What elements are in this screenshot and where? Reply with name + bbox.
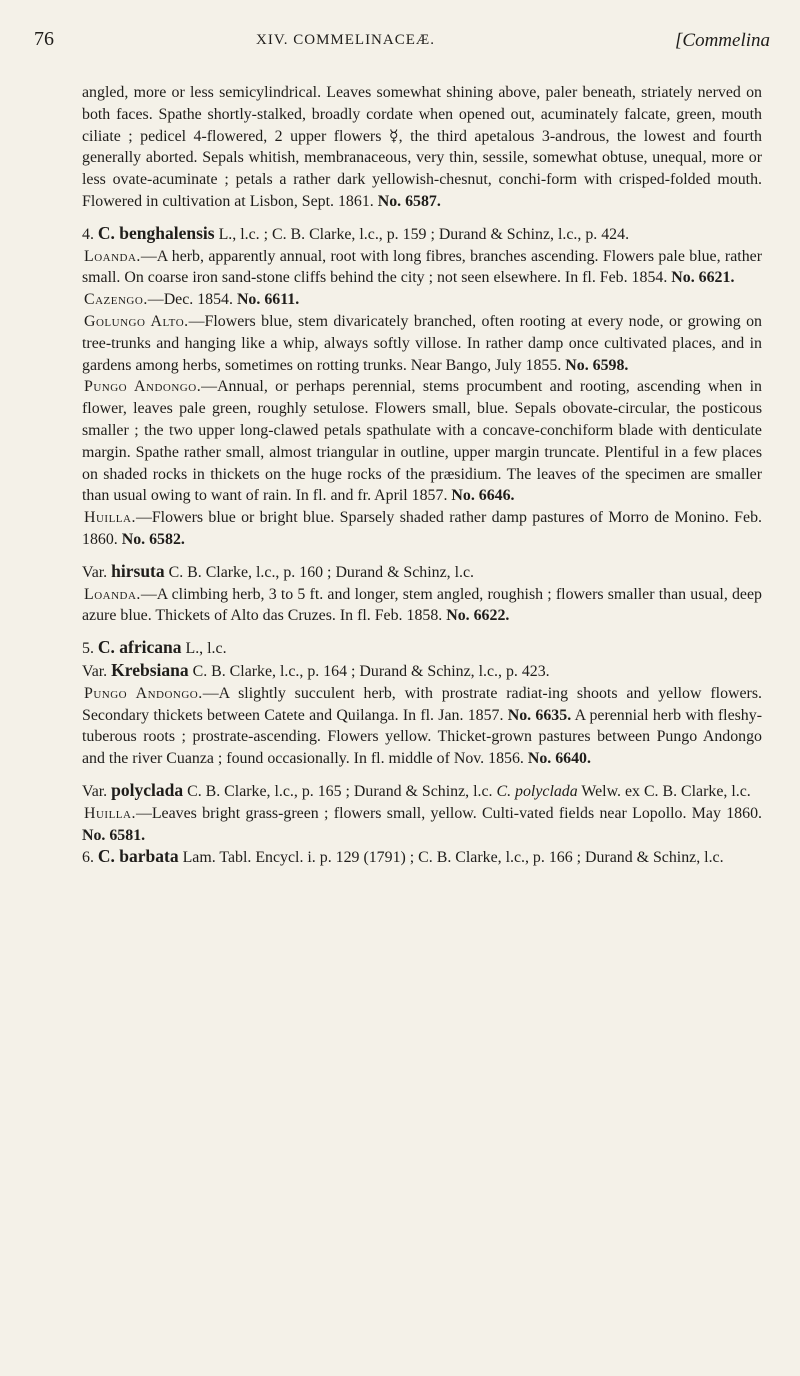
species-4-golungo: Golungo Alto.—Flowers blue, stem divaricately branched, often rooting at every node, or growing on tree-trunks and hanging like a whip, always softly villose. In rather damp once cultivated places, and in gardens among herbs, sometimes on rotting trunks. Near Bango, July 1855. No. 6598. (82, 312, 762, 374)
var-polyclada-huilla: Huilla.—Leaves bright grass-green ; flowers small, yellow. Culti-vated fields near Lopollo. May 1860. No. 6581. (82, 804, 762, 844)
species-6-heading: 6. C. barbata Lam. Tabl. Encycl. i. p. 129 (1791) ; C. B. Clarke, l.c., p. 166 ; Durand & Schinz, l.c. (82, 846, 724, 867)
running-head-genus: [Commelina (675, 30, 770, 51)
page-number: 76 (34, 28, 54, 50)
species-4-cazengo: Cazengo.—Dec. 1854. No. 6611. (84, 291, 300, 309)
var-hirsuta-loanda: Loanda.—A climbing herb, 3 to 5 ft. and longer, stem angled, roughish ; flowers smaller than usual, deep azure blue. Thickets of Alto das Cruzes. In fl. Feb. 1858. No. 6622. (82, 585, 762, 625)
species-4-name: C. benghalensis (97, 222, 215, 243)
intro-paragraph (82, 82, 762, 213)
page-header (34, 28, 774, 64)
running-head-section: XIV. COMMELINACEÆ. (256, 32, 435, 48)
var-krebsiana-heading: Var. Krebsiana C. B. Clarke, l.c., p. 164 ; Durand & Schinz, l.c., p. 423. (82, 659, 550, 680)
species-4-huilla: Huilla.—Flowers blue or bright blue. Sparsely shaded rather damp pastures of Morro de Monino. Feb. 1860. No. 6582. (82, 509, 762, 548)
intro-specimen-number: No. 6587. (377, 192, 441, 210)
species-5-heading: 5. C. africana L., l.c. (82, 637, 227, 658)
var-polyclada-synonym: C. polyclada (496, 782, 578, 800)
page-body (82, 82, 762, 869)
species-5-name: C. africana (97, 637, 182, 658)
species-4-loanda: Loanda.—A herb, apparently annual, root with long fibres, branches ascending. Flowers pale blue, rather small. On coarse iron sand-stone cliffs behind the city ; not seen elsewhere. In fl. Feb. 1854. No. 6621. (82, 247, 762, 287)
var-krebsiana-name: Krebsiana (111, 659, 189, 680)
species-4-heading: 4. C. benghalensis L., l.c. ; C. B. Clarke, l.c., p. 159 ; Durand & Schinz, l.c., p. 424. (82, 222, 630, 243)
var-krebsiana-pungo: Pungo Andongo.—A slightly succulent herb, with prostrate radiat-ing shoots and yellow flowers. Secondary thickets between Catete and Quilanga. In fl. Jan. 1857. No. 6635. A perennial herb with fleshy-tuberous roots ; prostrate-ascending. Flowers yellow. Thicket-grown pastures between Pungo Andongo and the river Cuanza ; found occasionally. In fl. middle of Nov. 1856. No. 6640. (82, 684, 762, 768)
var-hirsuta-heading: Var. hirsuta C. B. Clarke, l.c., p. 160 ; Durand & Schinz, l.c. (82, 560, 475, 581)
var-polyclada-name: polyclada (111, 779, 184, 800)
intro-text: angled, more or less semicylindrical. Leaves somewhat shining above, paler beneath, striately nerved on both faces. Spathe shortly-stalked, broadly cordate when opened out, acuminately falcate, green, mouth ciliate ; pedicel 4-flowered, 2 upper flowers ☿, the third apetalous 3-androus, the lowest and fourth generally aborted. Sepals whitish, membranaceous, very thin, sessile, somewhat obtuse, unequal, more or less ovate-acuminate ; petals a rather dark yellowish-chesnut, conchi-form with crisped-folded mouth. Flowered in cultivation at Lisbon, Sept. 1861. (82, 84, 762, 210)
var-polyclada-heading: Var. polyclada C. B. Clarke, l.c., p. 165 ; Durand & Schinz, l.c. C. polyclada Welw. ex C. B. Clarke, l.c. (82, 779, 751, 800)
species-4-citation: L., l.c. ; C. B. Clarke, l.c., p. 159 ; Durand & Schinz, l.c., p. 424. (218, 225, 630, 243)
var-hirsuta-name: hirsuta (111, 560, 165, 581)
species-4-pungo: Pungo Andongo.—Annual, or perhaps perennial, stems procumbent and rooting, ascending when in flower, leaves pale green, roughly setulose. Flowers small, blue. Sepals obovate-circular, the posticous smaller ; the two upper long-clawed petals spathulate with a concave-conchiform blade with denticulate margin. Spathe rather small, almost triangular in outline, upper margin truncate. Plentiful in a few places on shaded rocks in thickets on the huge rocks of the præsidium. The leaves of the specimen are smaller than usual owing to want of rain. In fl. and fr. April 1857. No. 6646. (82, 378, 762, 505)
species-6-name: C. barbata (97, 846, 179, 867)
